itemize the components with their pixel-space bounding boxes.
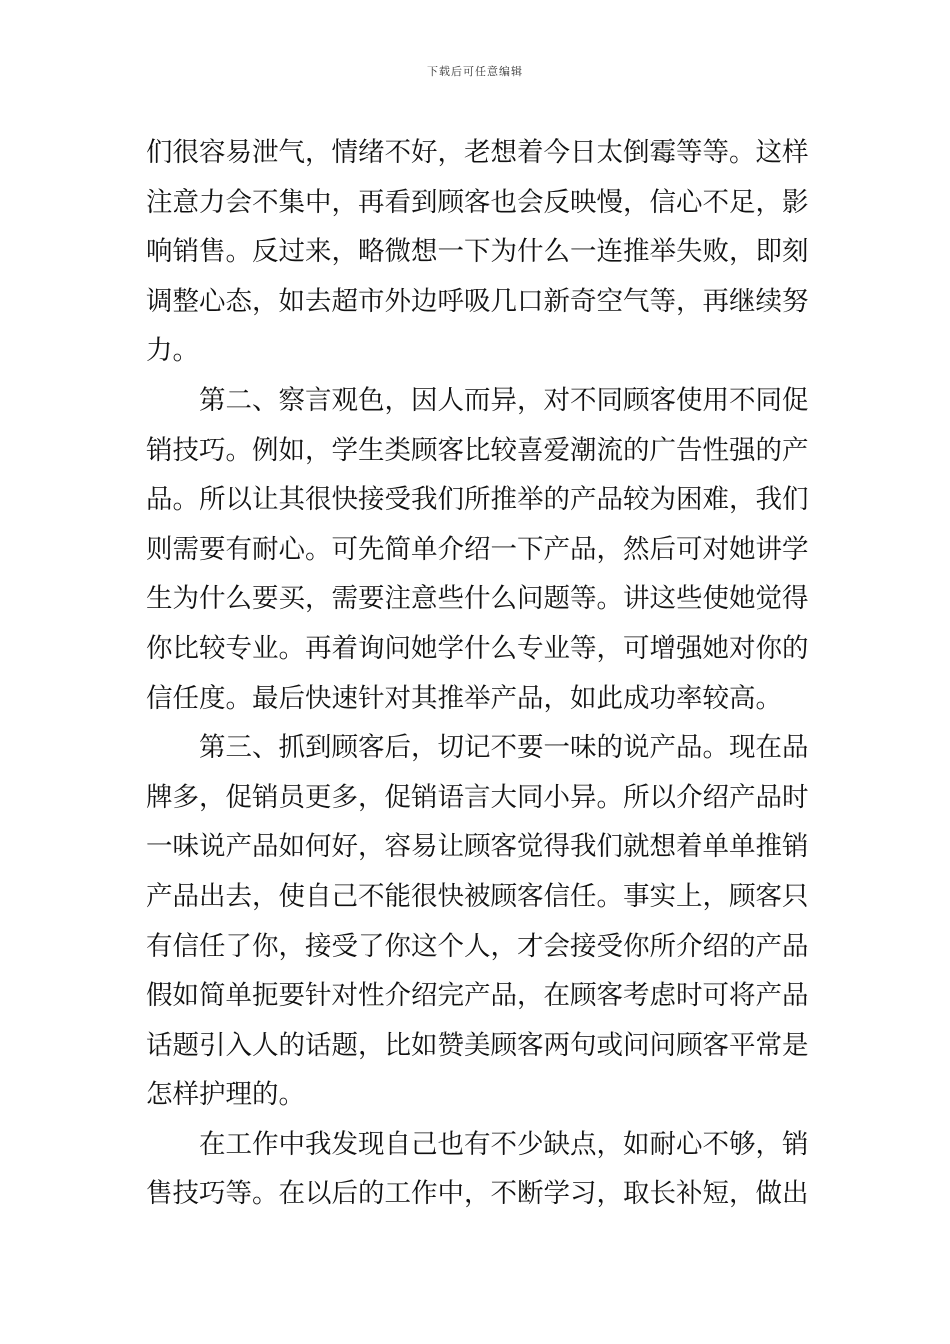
text-line: 信任度。最后快速针对其推举产品，如此成功率较高。 (146, 682, 782, 714)
text-line: 力。 (146, 335, 199, 367)
text-line: 销技巧。例如，学生类顾客比较喜爱潮流的广告性强的产 (146, 434, 809, 466)
text-line: 牌多，促销员更多，促销语言大同小异。所以介绍产品时 (146, 781, 809, 813)
text-line: 一味说产品如何好，容易让顾客觉得我们就想着单单推销 (146, 831, 809, 863)
text-line: 则需要有耐心。可先简单介绍一下产品，然后可对她讲学 (146, 533, 809, 565)
document-body (146, 128, 809, 1219)
text-line: 你比较专业。再着询问她学什么专业等，可增强她对你的 (146, 632, 809, 664)
text-line: 生为什么要买，需要注意些什么问题等。讲这些使她觉得 (146, 583, 809, 615)
page-header: 下载后可任意编辑 (427, 65, 523, 78)
text-line: 注意力会不集中，再看到顾客也会反映慢，信心不足，影 (146, 186, 809, 218)
paragraph-first-line: 第三、抓到顾客后，切记不要一味的说产品。现在品 (199, 732, 809, 764)
text-line: 假如简单扼要针对性介绍完产品，在顾客考虑时可将产品 (146, 980, 809, 1012)
text-line: 响销售。反过来，略微想一下为什么一连推举失败，即刻 (146, 236, 809, 268)
text-line: 怎样护理的。 (146, 1079, 305, 1111)
text-line: 调整心态，如去超市外边呼吸几口新奇空气等，再继续努 (146, 285, 809, 317)
text-line: 品。所以让其很快接受我们所推举的产品较为困难，我们 (146, 484, 809, 516)
paragraph-first-line: 第二、察言观色，因人而异，对不同顾客使用不同促 (199, 384, 809, 416)
text-line: 有信任了你，接受了你这个人，才会接受你所介绍的产品 (146, 930, 809, 962)
paragraph-first-line: 在工作中我发现自己也有不少缺点，如耐心不够，销 (199, 1128, 809, 1160)
text-line: 产品出去，使自己不能很快被顾客信任。事实上，顾客只 (146, 880, 809, 912)
text-line: 话题引入人的话题，比如赞美顾客两句或问问顾客平常是 (146, 1029, 809, 1061)
text-line: 们很容易泄气，情绪不好，老想着今日太倒霉等等。这样 (146, 137, 809, 168)
text-line: 售技巧等。在以后的工作中，不断学习，取长补短，做出 (146, 1178, 809, 1210)
